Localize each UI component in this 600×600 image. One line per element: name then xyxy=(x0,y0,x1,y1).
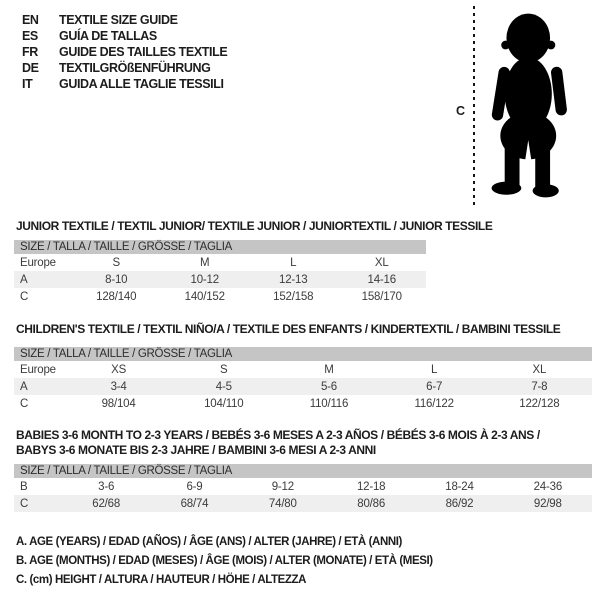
row-label-cell: C xyxy=(20,397,29,410)
value-cell: 6-9 xyxy=(186,480,203,493)
table-row xyxy=(14,254,426,271)
value-cell: 18-24 xyxy=(445,480,474,493)
footnote-line: C. (cm) HEIGHT / ALTURA / HAUTEUR / HÖHE / ALTEZZA xyxy=(16,574,307,586)
language-code: EN xyxy=(22,13,39,27)
value-cell: 86/92 xyxy=(445,497,474,510)
row-label-cell: C xyxy=(20,290,29,303)
value-cell: 68/74 xyxy=(180,497,209,510)
table-row xyxy=(14,495,592,512)
value-cell: 158/170 xyxy=(361,290,402,303)
row-label-cell: A xyxy=(20,273,28,286)
baby-figure-area xyxy=(440,2,595,214)
value-cell: 8-10 xyxy=(105,273,128,286)
size-header-row xyxy=(14,464,592,478)
value-cell: 12-18 xyxy=(356,480,386,493)
junior-section-title xyxy=(16,219,492,234)
footnote-line: B. AGE (MONTHS) / EDAD (MESES) / ÂGE (MOIS) / ALTER (MONATE) / ETÀ (MESI) xyxy=(16,555,433,567)
value-cell: 152/158 xyxy=(273,290,314,303)
value-cell: 92/98 xyxy=(533,497,562,510)
height-dashed-line xyxy=(473,6,475,206)
value-cell: XS xyxy=(111,363,127,376)
value-cell: 9-12 xyxy=(271,480,294,493)
value-cell: 4-5 xyxy=(215,380,232,393)
language-item xyxy=(22,28,227,44)
children-size-table xyxy=(14,347,592,412)
language-label: TEXTILGRÖßENFÜHRUNG xyxy=(59,61,211,75)
value-cell: 6-7 xyxy=(426,380,443,393)
value-cell: L xyxy=(431,363,438,376)
language-item xyxy=(22,60,227,76)
babies-section-title xyxy=(16,428,540,458)
value-cell: XL xyxy=(532,363,547,376)
language-label: GUIDE DES TAILLES TEXTILE xyxy=(59,45,228,59)
language-code: FR xyxy=(22,45,38,59)
footnote-line: A. AGE (YEARS) / EDAD (AÑOS) / ÂGE (ANS) / ALTER (JAHRE) / ETÀ (ANNI) xyxy=(16,536,402,548)
value-cell: 3-6 xyxy=(98,480,115,493)
value-cell: 116/122 xyxy=(414,397,454,410)
value-cell: 5-6 xyxy=(320,380,337,393)
table-row xyxy=(14,395,592,412)
language-list xyxy=(22,12,227,92)
language-code: IT xyxy=(22,77,33,91)
value-cell: 10-12 xyxy=(190,273,219,286)
row-label-cell: A xyxy=(20,380,28,393)
junior-size-table xyxy=(14,240,426,305)
language-code: DE xyxy=(22,61,39,75)
section-title-line: JUNIOR TEXTILE / TEXTIL JUNIOR/ TEXTILE JUNIOR / JUNIORTEXTIL / JUNIOR TESSILE xyxy=(16,219,493,233)
row-label-cell: B xyxy=(20,480,28,493)
language-item xyxy=(22,76,227,92)
row-label-cell: Europe xyxy=(20,256,56,269)
height-measure-label: C xyxy=(456,104,466,118)
table-row xyxy=(14,478,592,495)
value-cell: 7-8 xyxy=(531,380,548,393)
value-cell: M xyxy=(324,363,334,376)
section-title-line: CHILDREN'S TEXTILE / TEXTIL NIÑO/A / TEXTILE DES ENFANTS / KINDERTEXTIL / BAMBINI TESSILE xyxy=(16,322,561,336)
size-header-cell: SIZE / TALLA / TAILLE / GRÖSSE / TAGLIA xyxy=(14,464,592,478)
value-cell: 98/104 xyxy=(101,397,136,410)
language-label: GUIDA ALLE TAGLIE TESSILI xyxy=(59,77,224,91)
value-cell: S xyxy=(112,256,120,269)
value-cell: XL xyxy=(374,256,389,269)
footnotes xyxy=(16,533,433,590)
language-code: ES xyxy=(22,29,38,43)
language-item xyxy=(22,44,227,60)
value-cell: 110/116 xyxy=(309,397,349,410)
baby-silhouette-icon xyxy=(482,8,578,206)
row-label-cell: Europe xyxy=(20,363,56,376)
value-cell: 24-36 xyxy=(533,480,563,493)
section-title-line: BABIES 3-6 MONTH TO 2-3 YEARS / BEBÉS 3-6 MESES A 2-3 AÑOS / BÉBÉS 3-6 MOIS À 2-3 ANS / xyxy=(16,428,540,442)
size-header-row xyxy=(14,347,592,361)
value-cell: M xyxy=(200,256,210,269)
size-header-cell: SIZE / TALLA / TAILLE / GRÖSSE / TAGLIA xyxy=(14,347,592,361)
value-cell: 140/152 xyxy=(184,290,225,303)
value-cell: 128/140 xyxy=(96,290,137,303)
value-cell: 104/110 xyxy=(204,397,244,410)
value-cell: 80/86 xyxy=(357,497,386,510)
value-cell: 14-16 xyxy=(367,273,396,286)
language-item xyxy=(22,12,227,28)
value-cell: L xyxy=(290,256,297,269)
table-row xyxy=(14,288,426,305)
language-label: TEXTILE SIZE GUIDE xyxy=(59,13,178,27)
value-cell: S xyxy=(220,363,228,376)
table-row xyxy=(14,378,592,395)
size-header-cell: SIZE / TALLA / TAILLE / GRÖSSE / TAGLIA xyxy=(14,240,426,254)
size-header-row xyxy=(14,240,426,254)
value-cell: 12-13 xyxy=(279,273,308,286)
table-row xyxy=(14,361,592,378)
row-label-cell: C xyxy=(20,497,29,510)
children-section-title xyxy=(16,322,560,337)
value-cell: 122/128 xyxy=(519,397,560,410)
section-title-line: BABYS 3-6 MONATE BIS 2-3 JAHRE / BAMBINI 3-6 MESI A 2-3 ANNI xyxy=(16,443,376,457)
value-cell: 62/68 xyxy=(92,497,121,510)
value-cell: 74/80 xyxy=(268,497,297,510)
value-cell: 3-4 xyxy=(110,380,127,393)
table-row xyxy=(14,271,426,288)
babies-size-table xyxy=(14,464,592,512)
language-label: GUÍA DE TALLAS xyxy=(59,29,157,43)
